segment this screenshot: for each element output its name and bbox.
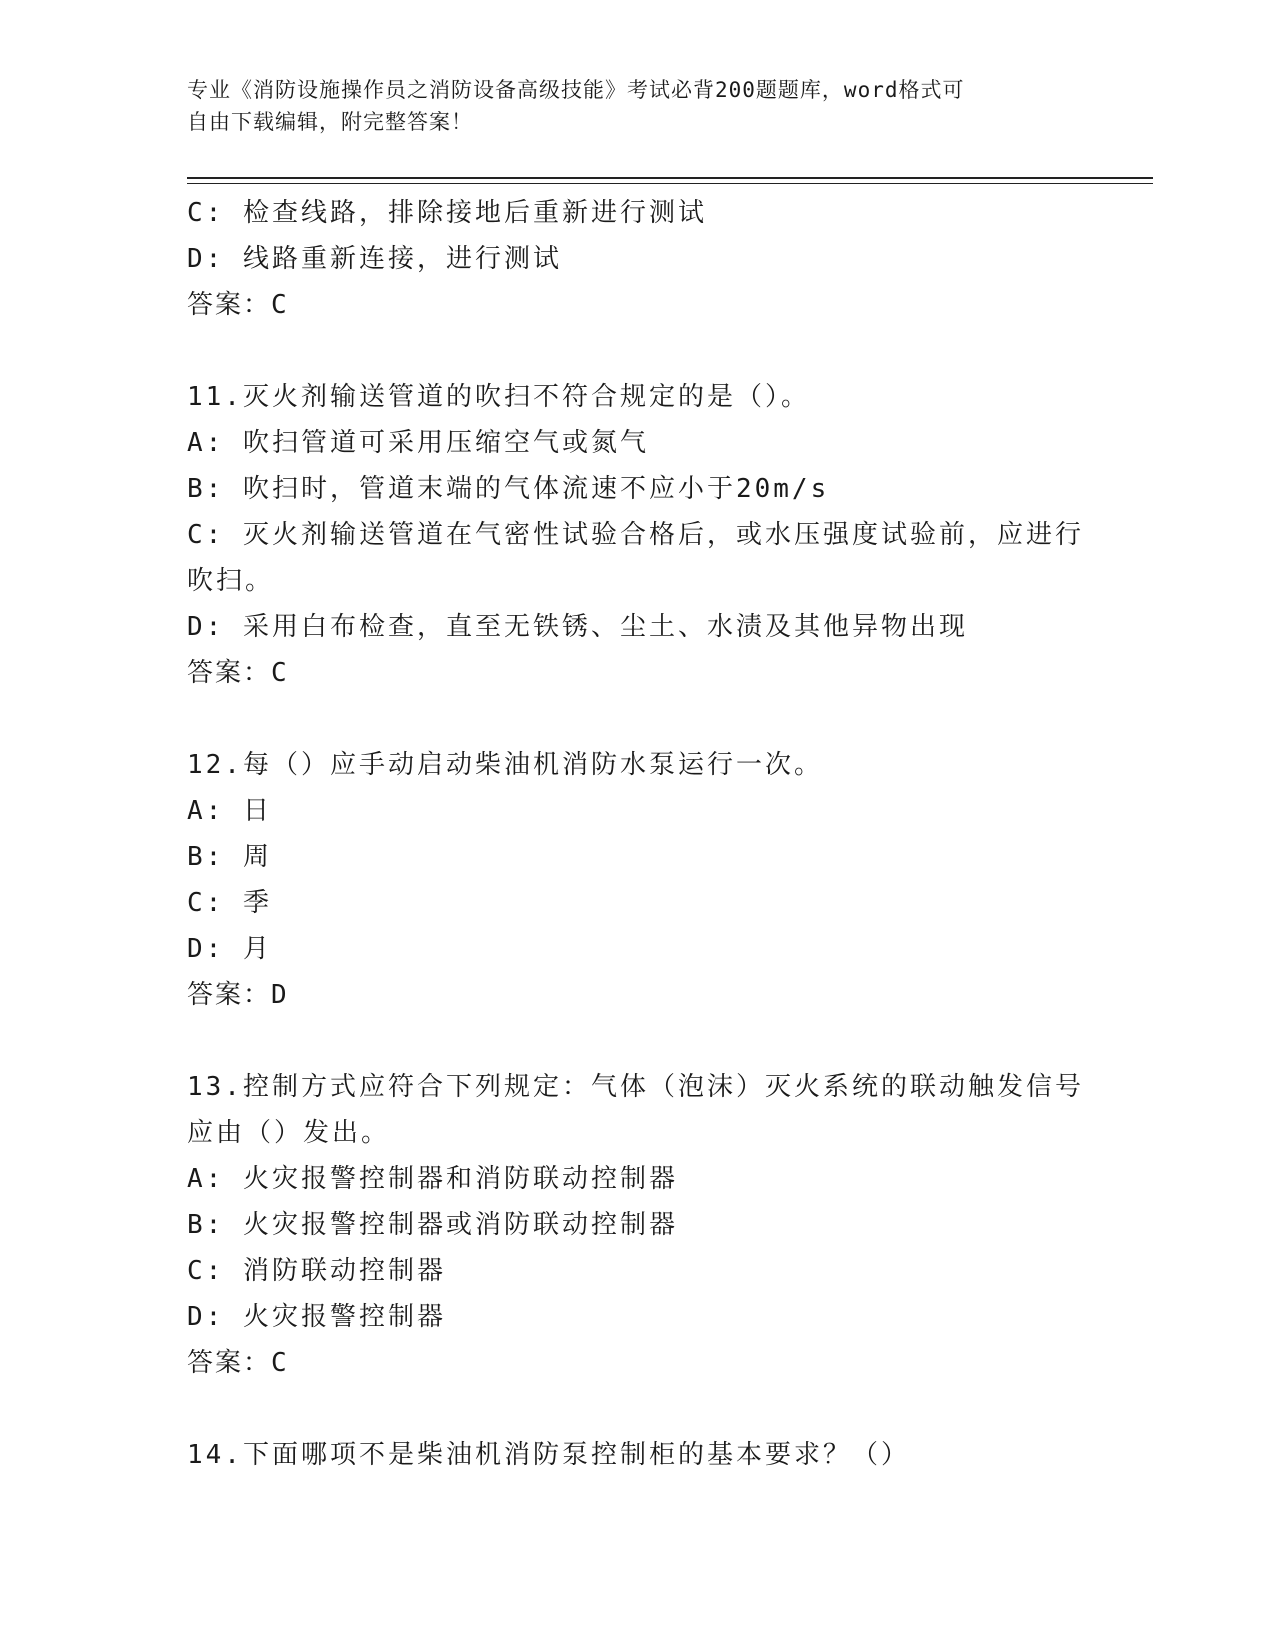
question-list (187, 190, 1087, 1478)
option-c: C: 检查线路，排除接地后重新进行测试 (187, 198, 707, 228)
option-b: B: 吹扫时，管道末端的气体流速不应小于20m/s (187, 474, 830, 504)
answer: 答案：C (187, 658, 289, 688)
answer: 答案：C (187, 1348, 289, 1378)
question-stem: 11.灭火剂输送管道的吹扫不符合规定的是（）。 (187, 382, 810, 412)
spacer (187, 1018, 1087, 1064)
header-divider-thin (187, 183, 1153, 184)
question-stem-continued: 应由（）发出。 (187, 1118, 391, 1148)
question-stem: 12.每（）应手动启动柴油机消防水泵运行一次。 (187, 750, 823, 780)
option-c-continued: 吹扫。 (187, 566, 275, 596)
spacer (187, 696, 1087, 742)
option-d: D: 线路重新连接，进行测试 (187, 244, 562, 274)
option-c: C: 灭火剂输送管道在气密性试验合格后，或水压强度试验前，应进行 (187, 520, 1084, 550)
option-b: B: 火灾报警控制器或消防联动控制器 (187, 1210, 678, 1240)
option-d: D: 火灾报警控制器 (187, 1302, 446, 1332)
option-a: A: 日 (187, 796, 272, 826)
answer: 答案：D (187, 980, 289, 1010)
question-stem: 13.控制方式应符合下列规定：气体（泡沫）灭火系统的联动触发信号 (187, 1072, 1084, 1102)
question-12 (187, 742, 1087, 1018)
option-c: C: 季 (187, 888, 272, 918)
option-d: D: 采用白布检查，直至无铁锈、尘土、水渍及其他异物出现 (187, 612, 968, 642)
question-13 (187, 1064, 1087, 1386)
option-a: A: 火灾报警控制器和消防联动控制器 (187, 1164, 678, 1194)
option-c: C: 消防联动控制器 (187, 1256, 446, 1286)
option-a: A: 吹扫管道可采用压缩空气或氮气 (187, 428, 649, 458)
header-line-1: 专业《消防设施操作员之消防设备高级技能》考试必背200题题库，word格式可 (187, 78, 965, 102)
question-11 (187, 374, 1087, 696)
answer: 答案：C (187, 290, 289, 320)
header-line-2: 自由下载编辑，附完整答案！ (187, 110, 473, 134)
spacer (187, 1386, 1087, 1432)
question-10-tail (187, 190, 1087, 328)
question-14 (187, 1432, 1087, 1478)
option-d: D: 月 (187, 934, 272, 964)
spacer (187, 328, 1087, 374)
header-divider-thick (187, 177, 1153, 179)
question-stem: 14.下面哪项不是柴油机消防泵控制柜的基本要求？（） (187, 1440, 910, 1470)
document-header (187, 74, 1067, 138)
option-b: B: 周 (187, 842, 272, 872)
